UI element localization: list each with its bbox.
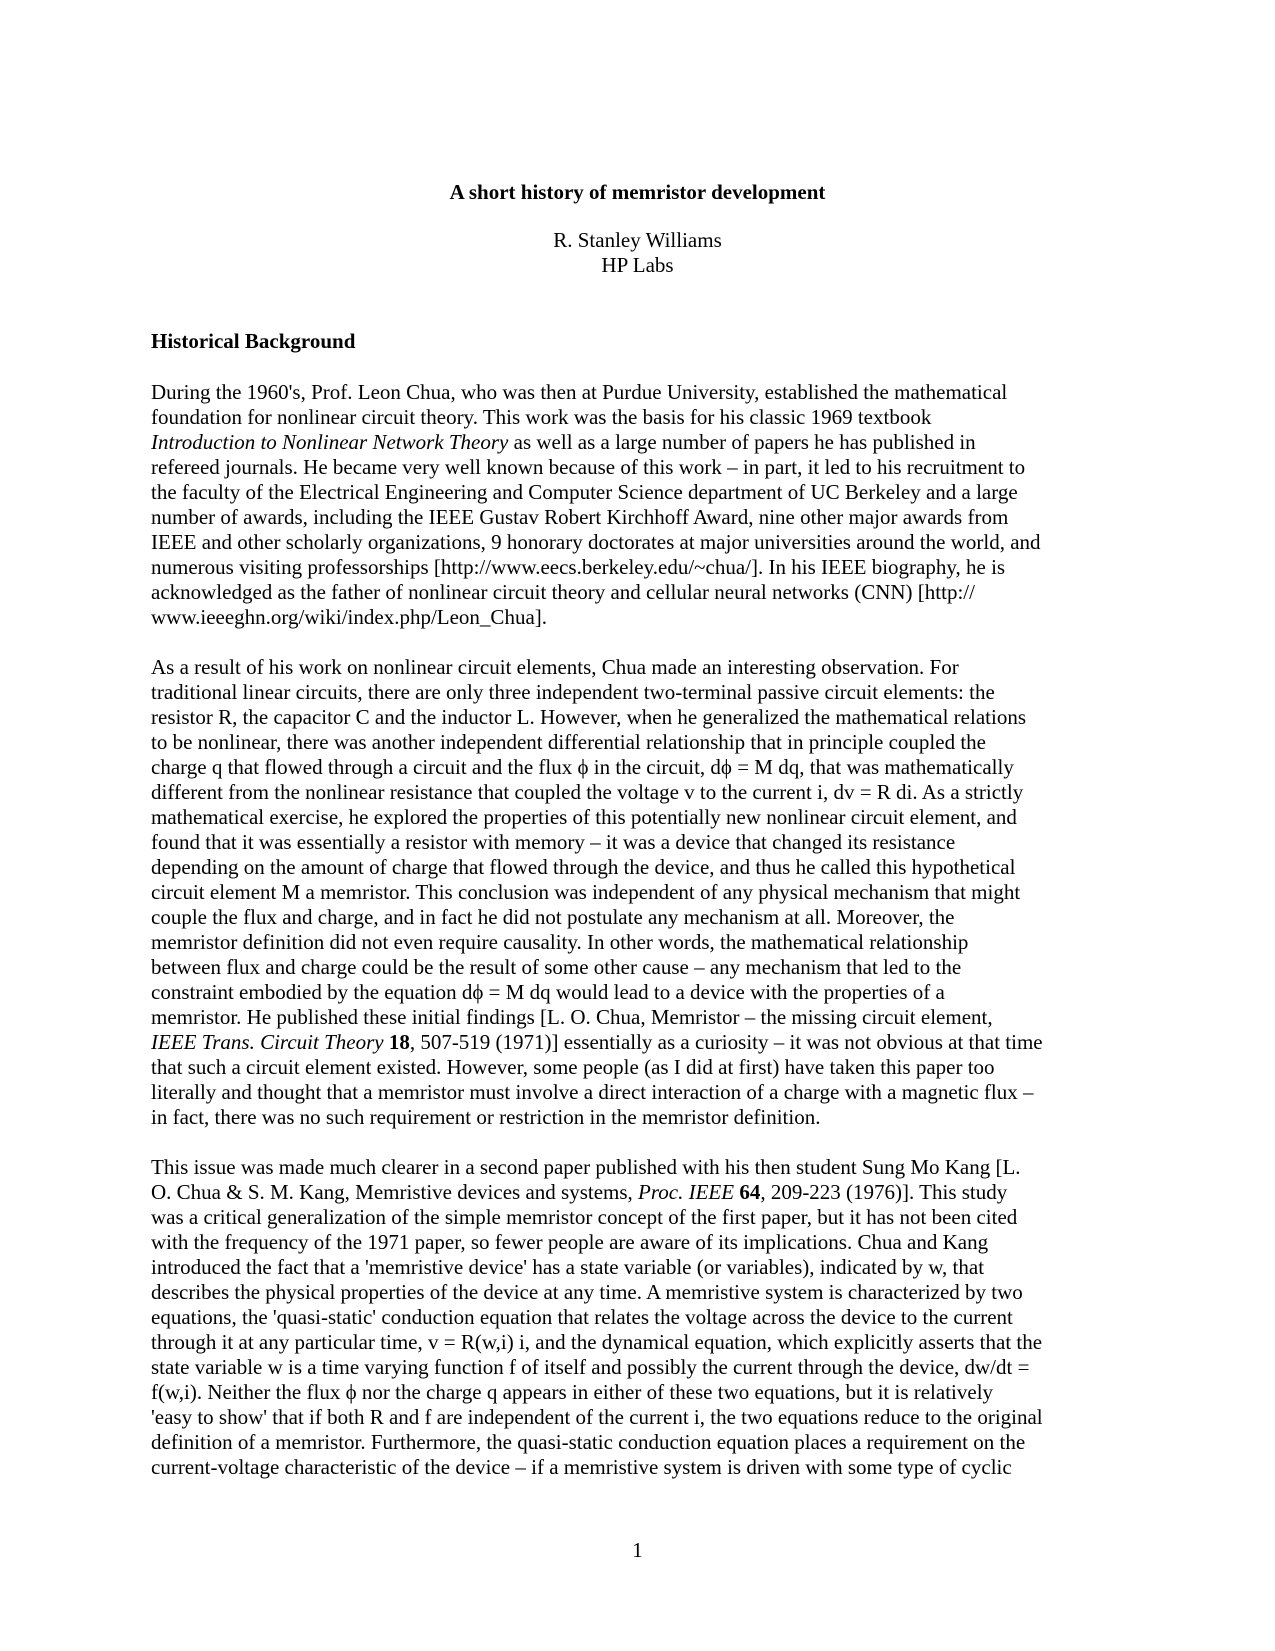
text-line: refereed journals. He became very well known because of this work – in part, it led to his recruitment to (151, 455, 1026, 479)
text-line: describes the physical properties of the device at any time. A memristive system is characterized by two (151, 1280, 1023, 1304)
author-block (0, 228, 1275, 278)
volume-number: 64 (739, 1180, 761, 1204)
text-line: This issue was made much clearer in a second paper published with his then student Sung Mo Kang [L. (151, 1155, 1021, 1179)
text-fragment: , 209-223 (1976)]. This study (760, 1180, 1008, 1204)
text-line: constraint embodied by the equation dϕ = M dq would lead to a device with the properties of a (151, 980, 945, 1004)
text-line: couple the flux and charge, and in fact he did not postulate any mechanism at all. Moreover, the (151, 905, 955, 929)
text-line: charge q that flowed through a circuit and the flux ϕ in the circuit, dϕ = M dq, that was mathematically (151, 755, 1014, 779)
text-line: with the frequency of the 1971 paper, so fewer people are aware of its implications. Chua and Kang (151, 1230, 989, 1254)
text-line: memristor definition did not even require causality. In other words, the mathematical relationship (151, 930, 969, 954)
paragraph-historical-background (151, 380, 1136, 630)
text-line: introduced the fact that a 'memristive device' has a state variable (or variables), indicated by w, that (151, 1255, 985, 1279)
text-line: definition of a memristor. Furthermore, the quasi-static conduction equation places a requirement on the (151, 1430, 1026, 1454)
text-line: foundation for nonlinear circuit theory. This work was the basis for his classic 1969 textbook (151, 405, 932, 429)
text-line: 'easy to show' that if both R and f are independent of the current i, the two equations reduce to the original (151, 1405, 1043, 1429)
text-line: traditional linear circuits, there are only three independent two-terminal passive circuit elements: the (151, 680, 995, 704)
text-line: During the 1960's, Prof. Leon Chua, who was then at Purdue University, established the mathematical (151, 380, 1008, 404)
text-line: state variable w is a time varying function f of itself and possibly the current through the device, dw/dt = (151, 1355, 1030, 1379)
book-title: Introduction to Nonlinear Network Theory (151, 430, 509, 454)
page-number: 1 (632, 1538, 643, 1562)
text-line: found that it was essentially a resistor with memory – it was a device that changed its resistance (151, 830, 956, 854)
text-line: mathematical exercise, he explored the properties of this potentially new nonlinear circuit element, and (151, 805, 1017, 829)
paragraph-memristor-observation (151, 655, 1136, 1130)
text-line: in fact, there was no such requirement or restriction in the memristor definition. (151, 1105, 821, 1129)
text-line: literally and thought that a memristor must involve a direct interaction of a charge with a magnetic flux – (151, 1080, 1034, 1104)
author-affiliation: HP Labs (601, 253, 674, 277)
text-fragment: , 507-519 (1971)] essentially as a curiosity – it was not obvious at that time (409, 1030, 1043, 1054)
text-line (151, 430, 1136, 455)
author-name: R. Stanley Williams (553, 228, 722, 252)
text-line: between flux and charge could be the result of some other cause – any mechanism that led to the (151, 955, 962, 979)
text-line: As a result of his work on nonlinear circuit elements, Chua made an interesting observation. For (151, 655, 959, 679)
text-line: memristor. He published these initial findings [L. O. Chua, Memristor – the missing circuit element, (151, 1005, 993, 1029)
text-line: number of awards, including the IEEE Gustav Robert Kirchhoff Award, nine other major awards from (151, 505, 1009, 529)
volume-number: 18 (388, 1030, 410, 1054)
journal-title: IEEE Trans. Circuit Theory (151, 1030, 384, 1054)
text-line: IEEE and other scholarly organizations, 9 honorary doctorates at major universities around the world, and (151, 530, 1041, 554)
paragraph-memristive-systems (151, 1155, 1136, 1480)
text-line (151, 1180, 1136, 1205)
text-line: was a critical generalization of the simple memristor concept of the first paper, but it has not been cited (151, 1205, 1018, 1229)
text-line: the faculty of the Electrical Engineering and Computer Science department of UC Berkeley and a large (151, 480, 1018, 504)
text-line: equations, the 'quasi-static' conduction equation that relates the voltage across the device to the current (151, 1305, 1013, 1329)
text-fragment: as well as a large number of papers he has published in (508, 430, 976, 454)
text-line (151, 1030, 1136, 1055)
text-line: that such a circuit element existed. However, some people (as I did at first) have taken this paper too (151, 1055, 995, 1079)
text-line: current-voltage characteristic of the device – if a memristive system is driven with some type of cyclic (151, 1455, 1012, 1479)
text-line: f(w,i). Neither the flux ϕ nor the charge q appears in either of these two equations, but it is relatively (151, 1380, 994, 1404)
text-line: www.ieeeghn.org/wiki/index.php/Leon_Chua]. (151, 605, 548, 629)
document-title: A short history of memristor development (449, 180, 826, 204)
text-line: to be nonlinear, there was another independent differential relationship that in principle coupled the (151, 730, 986, 754)
text-line: circuit element M a memristor. This conclusion was independent of any physical mechanism that might (151, 880, 1021, 904)
journal-title: Proc. IEEE (638, 1180, 735, 1204)
text-line: resistor R, the capacitor C and the inductor L. However, when he generalized the mathematical relations (151, 705, 1026, 729)
section-heading: Historical Background (151, 329, 356, 353)
text-line: different from the nonlinear resistance that coupled the voltage v to the current i, dv = R di. As a strictly (151, 780, 1024, 804)
text-line: depending on the amount of charge that flowed through the device, and thus he called this hypothetical (151, 855, 1016, 879)
text-line: through it at any particular time, v = R(w,i) i, and the dynamical equation, which explicitly asserts that the (151, 1330, 1043, 1354)
text-line: numerous visiting professorships [http://www.eecs.berkeley.edu/~chua/]. In his IEEE biography, he is (151, 555, 1006, 579)
text-line: acknowledged as the father of nonlinear circuit theory and cellular neural networks (CNN) [http:// (151, 580, 975, 604)
text-fragment: O. Chua & S. M. Kang, Memristive devices and systems, (151, 1180, 639, 1204)
